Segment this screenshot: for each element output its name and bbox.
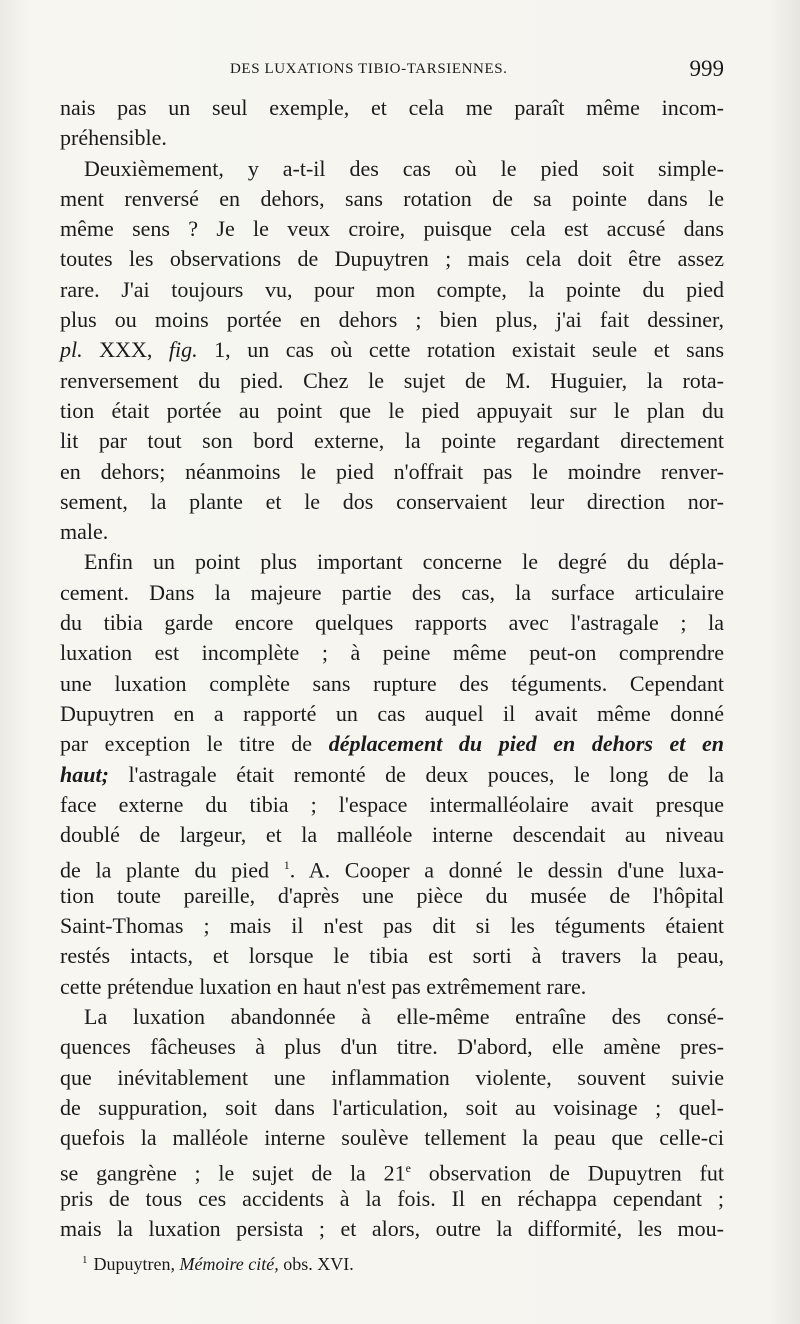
text-line: du tibia garde encore quelques rapports avec l'astragale ; la (60, 610, 724, 636)
text-line: male. (60, 519, 109, 545)
text-line: quences fâcheuses à plus d'un titre. D'abord, elle amène pres- (60, 1034, 724, 1060)
paragraph-4 (60, 1002, 724, 1244)
text-line-with-superscript (60, 1153, 724, 1186)
text-line: que inévitablement une inflammation violente, souvent suivie (60, 1064, 724, 1090)
text-line: toutes les observations de Dupuytren ; mais cela doit être assez (60, 246, 724, 272)
footnote-marker: 1 (82, 1254, 88, 1266)
text-line: plus ou moins portée en dehors ; bien plus, j'ai fait dessiner, (60, 307, 724, 333)
text-line: doublé de largeur, et la malléole interne descendait au niveau (60, 822, 724, 848)
text-fragment: l'astragale était remonté de deux pouces, le long de la (128, 761, 724, 787)
text-line: Enfin un point plus important concerne le degré du dépla- (84, 549, 724, 575)
text-line: Dupuytren en a rapporté un cas auquel il avait même donné (60, 700, 724, 726)
text-fragment: observation de Dupuytren fut (410, 1160, 724, 1186)
footnote-work: Mémoire cité, (179, 1254, 279, 1274)
text-line-with-italic-title (60, 729, 724, 759)
text-line: La luxation abandonnée à elle-même entraîne des consé- (84, 1003, 724, 1029)
text-line: tion toute pareille, d'après une pièce du musée de l'hôpital (60, 882, 724, 908)
text-line: cement. Dans la majeure partie des cas, la surface articulaire (60, 579, 724, 605)
text-line: lit par tout son bord externe, la pointe regardant directement (60, 428, 724, 454)
text-line: pris de tous ces accidents à la fois. Il en réchappa cependant ; (60, 1185, 724, 1211)
ordinal-superscript: e (405, 1161, 411, 1176)
text-fragment: de la plante du pied (60, 857, 270, 883)
text-line: face externe du tibia ; l'espace intermalléolaire avait presque (60, 791, 724, 817)
footnote-ref: 1 (283, 858, 290, 873)
figure-ref: fig. (168, 337, 198, 363)
text-line: une luxation complète sans rupture des téguments. Cependant (60, 670, 724, 696)
footnote (82, 1254, 354, 1275)
text-line: tion était portée au point que le pied appuyait sur le plan du (60, 397, 724, 423)
text-fragment: . A. Cooper a donné le dessin d'une luxa- (289, 857, 724, 883)
text-line: cette prétendue luxation en haut n'est pas extrêmement rare. (60, 973, 587, 999)
text-line: Saint-Thomas ; mais il n'est pas dit si les téguments étaient (60, 913, 724, 939)
plate-number: XXX, (99, 337, 153, 363)
italic-title: déplacement du pied en dehors et en (328, 731, 725, 757)
body-text (60, 93, 724, 1244)
text-fragment: se gangrène ; le sujet de la 21 (60, 1160, 406, 1186)
italic-title-end: haut; (60, 761, 109, 787)
text-line: renversement du pied. Chez le sujet de M. Huguier, la rota- (60, 367, 724, 393)
text-line: Deuxièmement, y a-t-il des cas où le pied soit simple- (84, 155, 724, 181)
text-line: quefois la malléole interne soulève tellement la peau que celle-ci (60, 1125, 724, 1151)
text-line: luxation est incomplète ; à peine même peut-on comprendre (60, 640, 724, 666)
footnote-ref-text: obs. XVI. (283, 1254, 354, 1274)
text-line: rare. J'ai toujours vu, pour mon compte, la pointe du pied (60, 276, 724, 302)
text-line: mais la luxation persista ; et alors, outre la difformité, les mou- (60, 1215, 724, 1241)
page-number: 999 (689, 56, 724, 81)
paragraph-2 (60, 154, 724, 548)
footnote-author: Dupuytren, (93, 1254, 175, 1274)
text-line: ment renversé en dehors, sans rotation de sa pointe dans le (60, 185, 724, 211)
text-line: en dehors; néanmoins le pied n'offrait pas le moindre renver- (60, 458, 724, 484)
text-line: de suppuration, soit dans l'articulation, soit au voisinage ; quel- (60, 1094, 724, 1120)
text-line: même sens ? Je le veux croire, puisque cela est accusé dans (60, 216, 724, 242)
text-line: restés intacts, et lorsque le tibia est sorti à travers la peau, (60, 943, 724, 969)
running-title: DES LUXATIONS TIBIO-TARSIENNES. (230, 61, 508, 77)
page-header (230, 58, 724, 88)
text-line-with-footnote-ref (60, 850, 724, 883)
paragraph-3 (60, 547, 724, 1001)
text-line-with-italic-title (60, 760, 724, 790)
plate-ref: pl. (60, 337, 83, 363)
text-line: sement, la plante et le dos conservaient leur direction nor- (60, 488, 724, 514)
text-fragment: par exception le titre de (60, 731, 313, 757)
paragraph-1 (60, 93, 724, 154)
text-line: nais pas un seul exemple, et cela me paraît même incom- (60, 95, 724, 120)
text-line: préhensible. (60, 125, 167, 151)
text-line-with-figure-ref: pl. XXX, fig. 1, un cas où cette rotation existait seule et sans (60, 337, 725, 363)
